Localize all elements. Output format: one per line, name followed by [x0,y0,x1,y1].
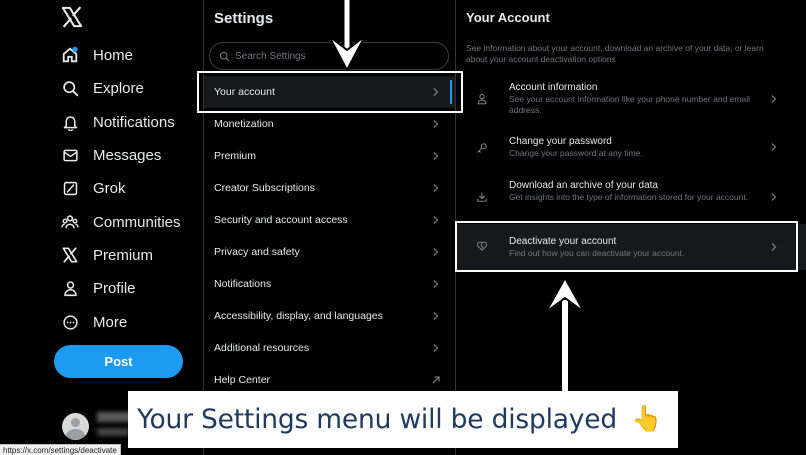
chevron-right-icon [431,119,441,129]
person-icon [476,93,488,105]
option-title: Account information [509,82,598,93]
bell-icon [60,112,80,132]
chevron-right-icon [769,242,779,252]
key-icon [476,142,488,154]
external-link-icon [431,375,441,385]
search-icon [219,51,230,62]
chevron-right-icon [431,151,441,161]
nav-item-messages[interactable] [60,142,161,168]
settings-item-label: Additional resources [214,342,310,354]
post-button[interactable]: Post [54,345,183,378]
account-handle-redacted [97,428,129,436]
nav-item-grok[interactable] [60,175,126,201]
chevron-right-icon [431,183,441,193]
settings-item-notifications[interactable] [204,268,455,300]
settings-item-your-account[interactable] [204,76,455,108]
caption-text: Your Settings menu will be displayed [137,404,617,435]
settings-item-premium[interactable] [204,140,455,172]
chevron-right-icon [431,343,441,353]
option-description: Find out how you can deactivate your account. [509,248,685,258]
option-description: See your account information like your phone number and email address. [509,94,750,115]
settings-item-label: Your account [214,86,275,98]
search-icon [60,78,80,98]
nav-label: Home [93,46,134,64]
status-bar-url: https://x.com/settings/deactivate [0,444,121,455]
change-password-option[interactable] [456,128,806,168]
avatar[interactable] [62,413,89,440]
nav-label: Messages [93,146,162,164]
chevron-right-icon [431,311,441,321]
settings-item-label: Monetization [214,118,274,130]
x-logo-icon[interactable] [61,6,83,28]
more-circle-icon [60,312,80,332]
settings-item-additional-resources[interactable] [204,332,455,364]
grok-icon [60,178,80,198]
settings-item-label: Privacy and safety [214,246,300,258]
page-title: Settings [214,10,274,27]
nav-item-profile[interactable] [60,275,136,301]
home-icon [60,45,80,65]
nav-label: Premium [93,246,154,264]
nav-label: Communities [93,213,181,231]
settings-column [204,0,456,455]
account-information-option[interactable] [456,74,806,124]
nav-item-premium[interactable] [60,242,153,268]
settings-item-label: Security and account access [214,214,348,226]
option-title: Download an archive of your data [509,180,658,191]
option-title: Deactivate your account [509,236,617,247]
settings-item-label: Help Center [214,374,271,386]
settings-item-privacy[interactable] [204,236,455,268]
chevron-right-icon [431,87,441,97]
nav-label: Profile [93,279,136,297]
option-description: Change your password at any time. [509,148,643,158]
your-account-column [456,0,806,455]
nav-label: Notifications [93,113,175,131]
section-title: Your Account [466,10,550,25]
search-settings-input[interactable] [235,51,435,62]
download-icon [476,191,488,203]
chevron-right-icon [769,94,779,104]
x-logo-icon [60,245,80,265]
download-archive-option[interactable] [456,172,806,220]
nav-item-more[interactable] [60,309,127,335]
settings-item-creator-subscriptions[interactable] [204,172,455,204]
chevron-right-icon [431,215,441,225]
option-description: Get insights into the type of information stored for your account. [509,192,749,202]
section-description: See information about your account, download an archive of your data, or learn about your account deactivation options [466,43,764,64]
nav-item-communities[interactable] [60,209,181,235]
nav-item-notifications[interactable] [60,109,175,135]
settings-item-monetization[interactable] [204,108,455,140]
chevron-right-icon [431,247,441,257]
communities-icon [60,212,80,232]
settings-item-security[interactable] [204,204,455,236]
chevron-right-icon [769,142,779,152]
nav-item-home[interactable] [60,42,133,68]
settings-item-label: Creator Subscriptions [214,182,315,194]
person-icon [60,278,80,298]
mail-icon [60,145,80,165]
nav-label: More [93,313,128,331]
chevron-right-icon [769,192,779,202]
settings-item-label: Premium [214,150,257,162]
nav-label: Explore [93,79,144,97]
pointing-up-hand-icon: 👆 [631,405,663,433]
nav-label: Grok [93,179,126,197]
search-settings-field[interactable] [209,42,449,70]
settings-item-label: Accessibility, display, and languages [214,310,383,322]
settings-item-label: Notifications [214,278,272,290]
chevron-right-icon [431,279,441,289]
nav-item-explore[interactable] [60,75,144,101]
tutorial-caption [128,391,678,448]
deactivate-account-option[interactable] [456,224,806,270]
option-title: Change your password [509,136,612,147]
settings-item-accessibility[interactable] [204,300,455,332]
left-navigation [0,0,204,455]
broken-heart-icon [476,240,488,252]
